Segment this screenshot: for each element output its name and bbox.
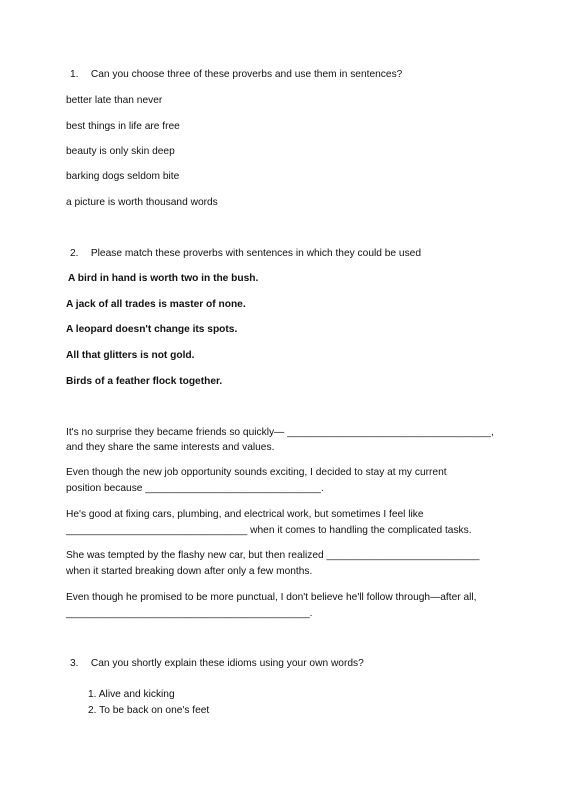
idiom-item: 2. To be back on one's feet [88, 705, 210, 716]
match-proverb: A leopard doesn't change its spots. [66, 324, 238, 335]
sentence-3-line-1: He's good at fixing cars, plumbing, and electrical work, but sometimes I feel like [66, 509, 424, 520]
question-3-prompt: Can you shortly explain these idioms using your own words? [90, 658, 364, 669]
question-2-number: 2. [70, 248, 79, 259]
idiom-item: 1. Alive and kicking [88, 689, 175, 700]
sentence-2-line-1: Even though the new job opportunity sounds exciting, I decided to stay at my current [66, 467, 447, 478]
question-3-heading [70, 657, 364, 670]
proverb-item: better late than never [66, 95, 163, 106]
match-proverb: All that glitters is not gold. [66, 350, 195, 361]
question-1-heading [70, 68, 402, 81]
question-3-number: 3. [70, 658, 79, 669]
question-1-number: 1. [70, 69, 79, 80]
match-proverb: A jack of all trades is master of none. [66, 299, 246, 310]
sentence-4-line-1: She was tempted by the flashy new car, but then realized ___________________________ [66, 550, 480, 561]
proverb-item: barking dogs seldom bite [66, 171, 180, 182]
sentence-1-line-1: It's no surprise they became friends so quickly— ____________________________________, [66, 427, 494, 438]
proverb-item: beauty is only skin deep [66, 146, 175, 157]
match-proverb: Birds of a feather flock together. [66, 376, 223, 387]
sentence-5-line-2: ___________________________________________. [66, 608, 313, 619]
question-2-heading [70, 247, 421, 260]
question-2-prompt: Please match these proverbs with sentences in which they could be used [90, 248, 421, 259]
sentence-2-line-2: position because _______________________________. [66, 483, 324, 494]
sentence-3-line-2: ________________________________ when it comes to handling the complicated tasks. [66, 525, 472, 536]
proverb-item: best things in life are free [66, 121, 180, 132]
sentence-5-line-1: Even though he promised to be more punctual, I don't believe he'll follow through—after all, [66, 592, 477, 603]
sentence-1-line-2: and they share the same interests and values. [66, 442, 275, 453]
match-proverb: A bird in hand is worth two in the bush. [68, 273, 259, 284]
question-1-prompt: Can you choose three of these proverbs and use them in sentences? [90, 69, 403, 80]
proverb-item: a picture is worth thousand words [66, 197, 218, 208]
sentence-4-line-2: when it started breaking down after only a few months. [66, 566, 313, 577]
